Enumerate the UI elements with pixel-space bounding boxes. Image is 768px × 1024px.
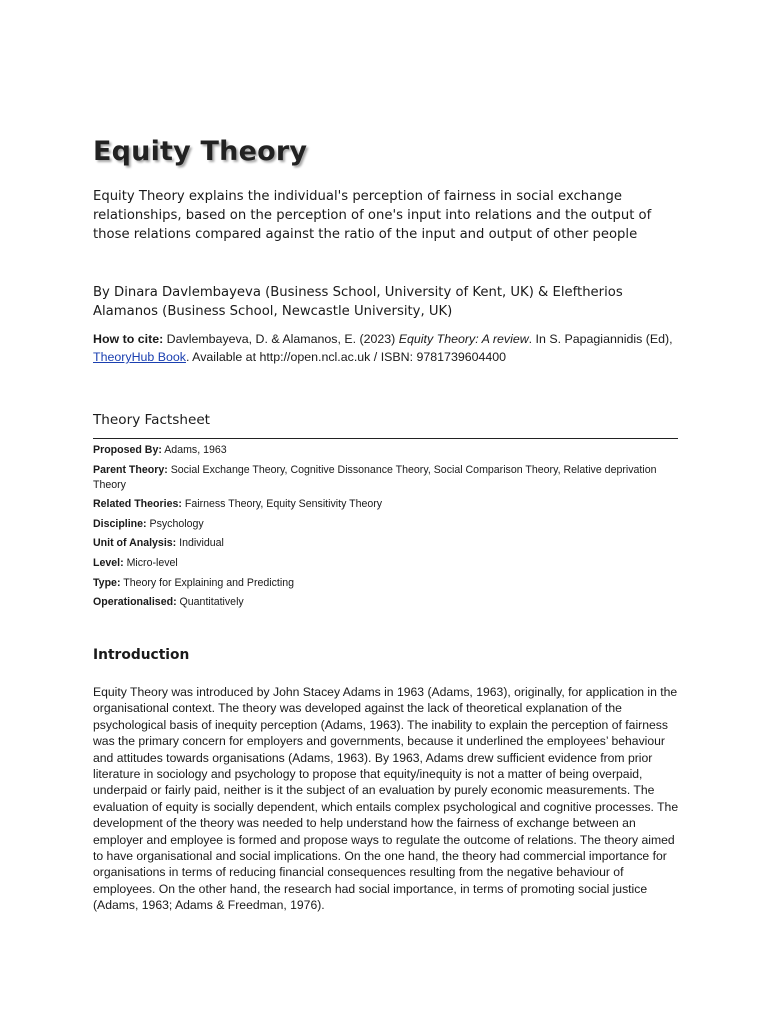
fact-operationalised (93, 595, 678, 610)
fact-parent-theory (93, 463, 678, 493)
introduction-body: Equity Theory was introduced by John Stacey Adams in 1963 (Adams, 1963), originally, for application in the organisational context. The theory was developed against the lack of theoretical explanation of the psychological basis of inequity perception (Adams, 1963). The inability to explain the perception of fairness was the primary concern for employers and governments, because it underlined the employees’ behaviour and attitudes towards organisations (Adams, 1963). By 1963, Adams drew sufficient evidence from prior literature in sociology and psychology to propose that equity/inequity is not a matter of being overpaid, underpaid or fairly paid, neither is it the subject of an evaluation by purely economic measurements. The evaluation of equity is socially dependent, which entails complex psychological and cognitive processes. The development of the theory was needed to help understand how the fairness of exchange between an employer and employee is formed and propose ways to regulate the outcome of relations. The theory aimed to have organisational and social implications. On the one hand, the theory had commercial importance for organisations in terms of reducing financial consequences resulting from the negative behaviour of employees. On the other hand, the research had social importance, in terms of promoting social justice (Adams, 1963; Adams & Freedman, 1976). (93, 685, 679, 913)
factsheet-divider (93, 438, 678, 439)
fact-value: Individual (176, 537, 224, 550)
fact-value: Psychology (146, 517, 204, 530)
fact-type (93, 576, 678, 591)
citation (93, 330, 683, 366)
page-title: Equity Theory (93, 136, 308, 167)
introduction-heading: Introduction (93, 647, 190, 663)
fact-label: Type: (93, 576, 121, 589)
fact-label: Parent Theory: (93, 463, 168, 476)
fact-value: Fairness Theory, Equity Sensitivity Theory (181, 498, 383, 511)
fact-label: Related Theories: (93, 498, 182, 511)
fact-label: Unit of Analysis: (93, 537, 177, 550)
fact-value: Social Exchange Theory, Cognitive Dissonance Theory, Social Comparison Theory, Relative deprivation Theory (93, 463, 657, 491)
fact-unit-of-analysis (93, 536, 678, 551)
theory-summary: Equity Theory explains the individual's perception of fairness in social exchange relationships, based on the perception of one's input into relations and the output of those relations compared against the ratio of the input and output of other people (93, 189, 652, 242)
fact-label: Discipline: (93, 517, 147, 530)
fact-related-theories (93, 497, 678, 512)
fact-label: Level: (93, 556, 124, 569)
fact-value: Micro-level (123, 556, 178, 569)
fact-value: Quantitatively (176, 596, 244, 609)
citation-label: How to cite: (93, 332, 164, 346)
fact-proposed-by (93, 443, 678, 458)
fact-level (93, 556, 678, 571)
citation-italic-title: Equity Theory: A review (398, 332, 529, 346)
theoryhub-book-link[interactable]: TheoryHub Book (93, 350, 186, 364)
citation-text-after: . Available at http://open.ncl.ac.uk / ISBN: 9781739604400 (185, 350, 507, 364)
fact-label: Proposed By: (93, 444, 162, 456)
factsheet-list (93, 443, 678, 615)
factsheet-heading: Theory Factsheet (93, 412, 211, 428)
fact-value: Theory for Explaining and Predicting (120, 576, 294, 589)
fact-discipline (93, 517, 678, 532)
citation-text-middle: . In S. Papagiannidis (Ed), (528, 332, 673, 346)
citation-text-before: Davlembayeva, D. & Alamanos, E. (2023) (163, 332, 399, 346)
fact-value: Adams, 1963 (161, 444, 227, 456)
fact-label: Operationalised: (93, 596, 177, 609)
author-line: By Dinara Davlembayeva (Business School, University of Kent, UK) & Eleftherios Alamanos (Business School, Newcastle University, UK) (93, 285, 623, 319)
